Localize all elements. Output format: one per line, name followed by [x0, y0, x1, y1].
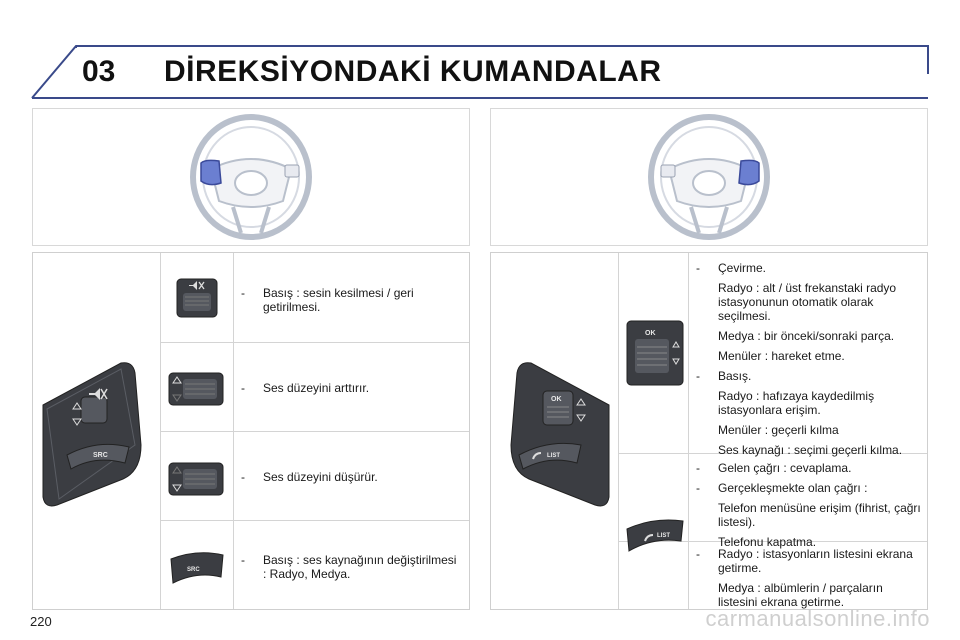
media-list-sub: Medya : albümlerin / parçaların listesini ekrana getirme.: [718, 581, 883, 609]
mute-description: Basış : sesin kesilmesi / geri getirilmesi.: [263, 286, 414, 314]
rotate-menu-sub: Menüler : hareket etme.: [718, 349, 845, 363]
left-row-2: - Ses düzeyini arttırır.: [241, 381, 370, 395]
source-description: Basış : ses kaynağının değiştirilmesi : Radyo, Medya.: [263, 553, 457, 581]
press-source-sub: Ses kaynağı : seçimi geçerli kılma.: [718, 443, 903, 457]
radio-list-description: Radyo : istasyonların listesini ekrana getirme.: [718, 547, 913, 575]
steering-wheel-left-panel: [32, 108, 470, 246]
left-row-1: - Basış : sesin kesilmesi / geri getirilmesi.: [241, 286, 414, 314]
volume-up-description: Ses düzeyini arttırır.: [263, 381, 370, 395]
ok-label: OK: [551, 396, 562, 403]
steering-wheel-left-illustration: [33, 109, 469, 245]
chapter-number: 03: [82, 55, 116, 88]
press-radio-sub: Radyo : hafızaya kaydedilmiş istasyonlara erişim.: [718, 389, 875, 417]
list-button-thumbnail: [623, 515, 687, 555]
right-block-2: - Gelen çağrı : cevaplama. - Gerçekleşmekte olan çağrı : Telefon menüsüne erişim (fihrist, çağrı listesi). Telefonu kapatma.: [696, 461, 921, 549]
rotate-media-sub: Medya : bir önceki/sonraki parça.: [718, 329, 895, 343]
steering-wheel-right-illustration: [491, 109, 927, 245]
left-control-module-illustration: [37, 359, 157, 509]
ongoing-call-description: Gerçekleşmekte olan çağrı :: [718, 481, 868, 495]
src-label: SRC: [187, 567, 200, 573]
rotate-description: Çevirme.: [718, 261, 767, 275]
right-controls-table: [490, 252, 928, 610]
page-number: 220: [30, 614, 52, 629]
src-button-thumbnail: [167, 547, 227, 587]
left-row-4: - Basış : ses kaynağının değiştirilmesi : Radyo, Medya.: [241, 553, 457, 581]
page-header: [30, 44, 930, 100]
steering-wheel-right-panel: [490, 108, 928, 246]
left-row-3: - Ses düzeyini düşürür.: [241, 470, 378, 484]
rotate-radio-sub: Radyo : alt / üst frekanstaki radyo istasyonunun otomatik olarak seçilmesi.: [718, 281, 897, 323]
list-label: LIST: [657, 533, 670, 539]
mute-button-thumbnail: [167, 273, 227, 323]
hang-up-sub: Telefonu kapatma.: [718, 535, 817, 549]
incoming-call-description: Gelen çağrı : cevaplama.: [718, 461, 852, 475]
right-block-3: - Radyo : istasyonların listesini ekrana getirme. Medya : albümlerin / parçaların listesini ekrana getirme.: [696, 547, 922, 615]
right-control-module-illustration: [495, 359, 615, 509]
ok-label: OK: [645, 330, 656, 337]
volume-down-thumbnail: [167, 459, 227, 499]
press-menu-sub: Menüler : geçerli kılma: [718, 423, 839, 437]
right-block-1: - Çevirme. Radyo : alt / üst frekanstaki radyo istasyonunun otomatik olarak seçilmesi. Medya : bir önceki/sonraki parça. Menüler : hareket etme. - Basış. Radyo : hafızaya kaydedilmiş istasyonlara erişim. Menüler : geçerli kılma Ses kaynağı : seçimi geçerli kılma.: [696, 261, 922, 463]
press-description: Basış.: [718, 369, 752, 383]
page-title: DİREKSİYONDAKİ KUMANDALAR: [164, 55, 662, 88]
phone-menu-sub: Telefon menüsüne erişim (fihrist, çağrı listesi).: [718, 501, 921, 529]
list-label: LIST: [547, 453, 560, 459]
watermark: carmanualsonline.info: [705, 606, 930, 631]
src-label: SRC: [93, 452, 108, 459]
volume-down-description: Ses düzeyini düşürür.: [263, 470, 378, 484]
left-controls-table: [32, 252, 470, 610]
volume-up-thumbnail: [167, 369, 227, 409]
ok-wheel-thumbnail: [623, 317, 687, 389]
